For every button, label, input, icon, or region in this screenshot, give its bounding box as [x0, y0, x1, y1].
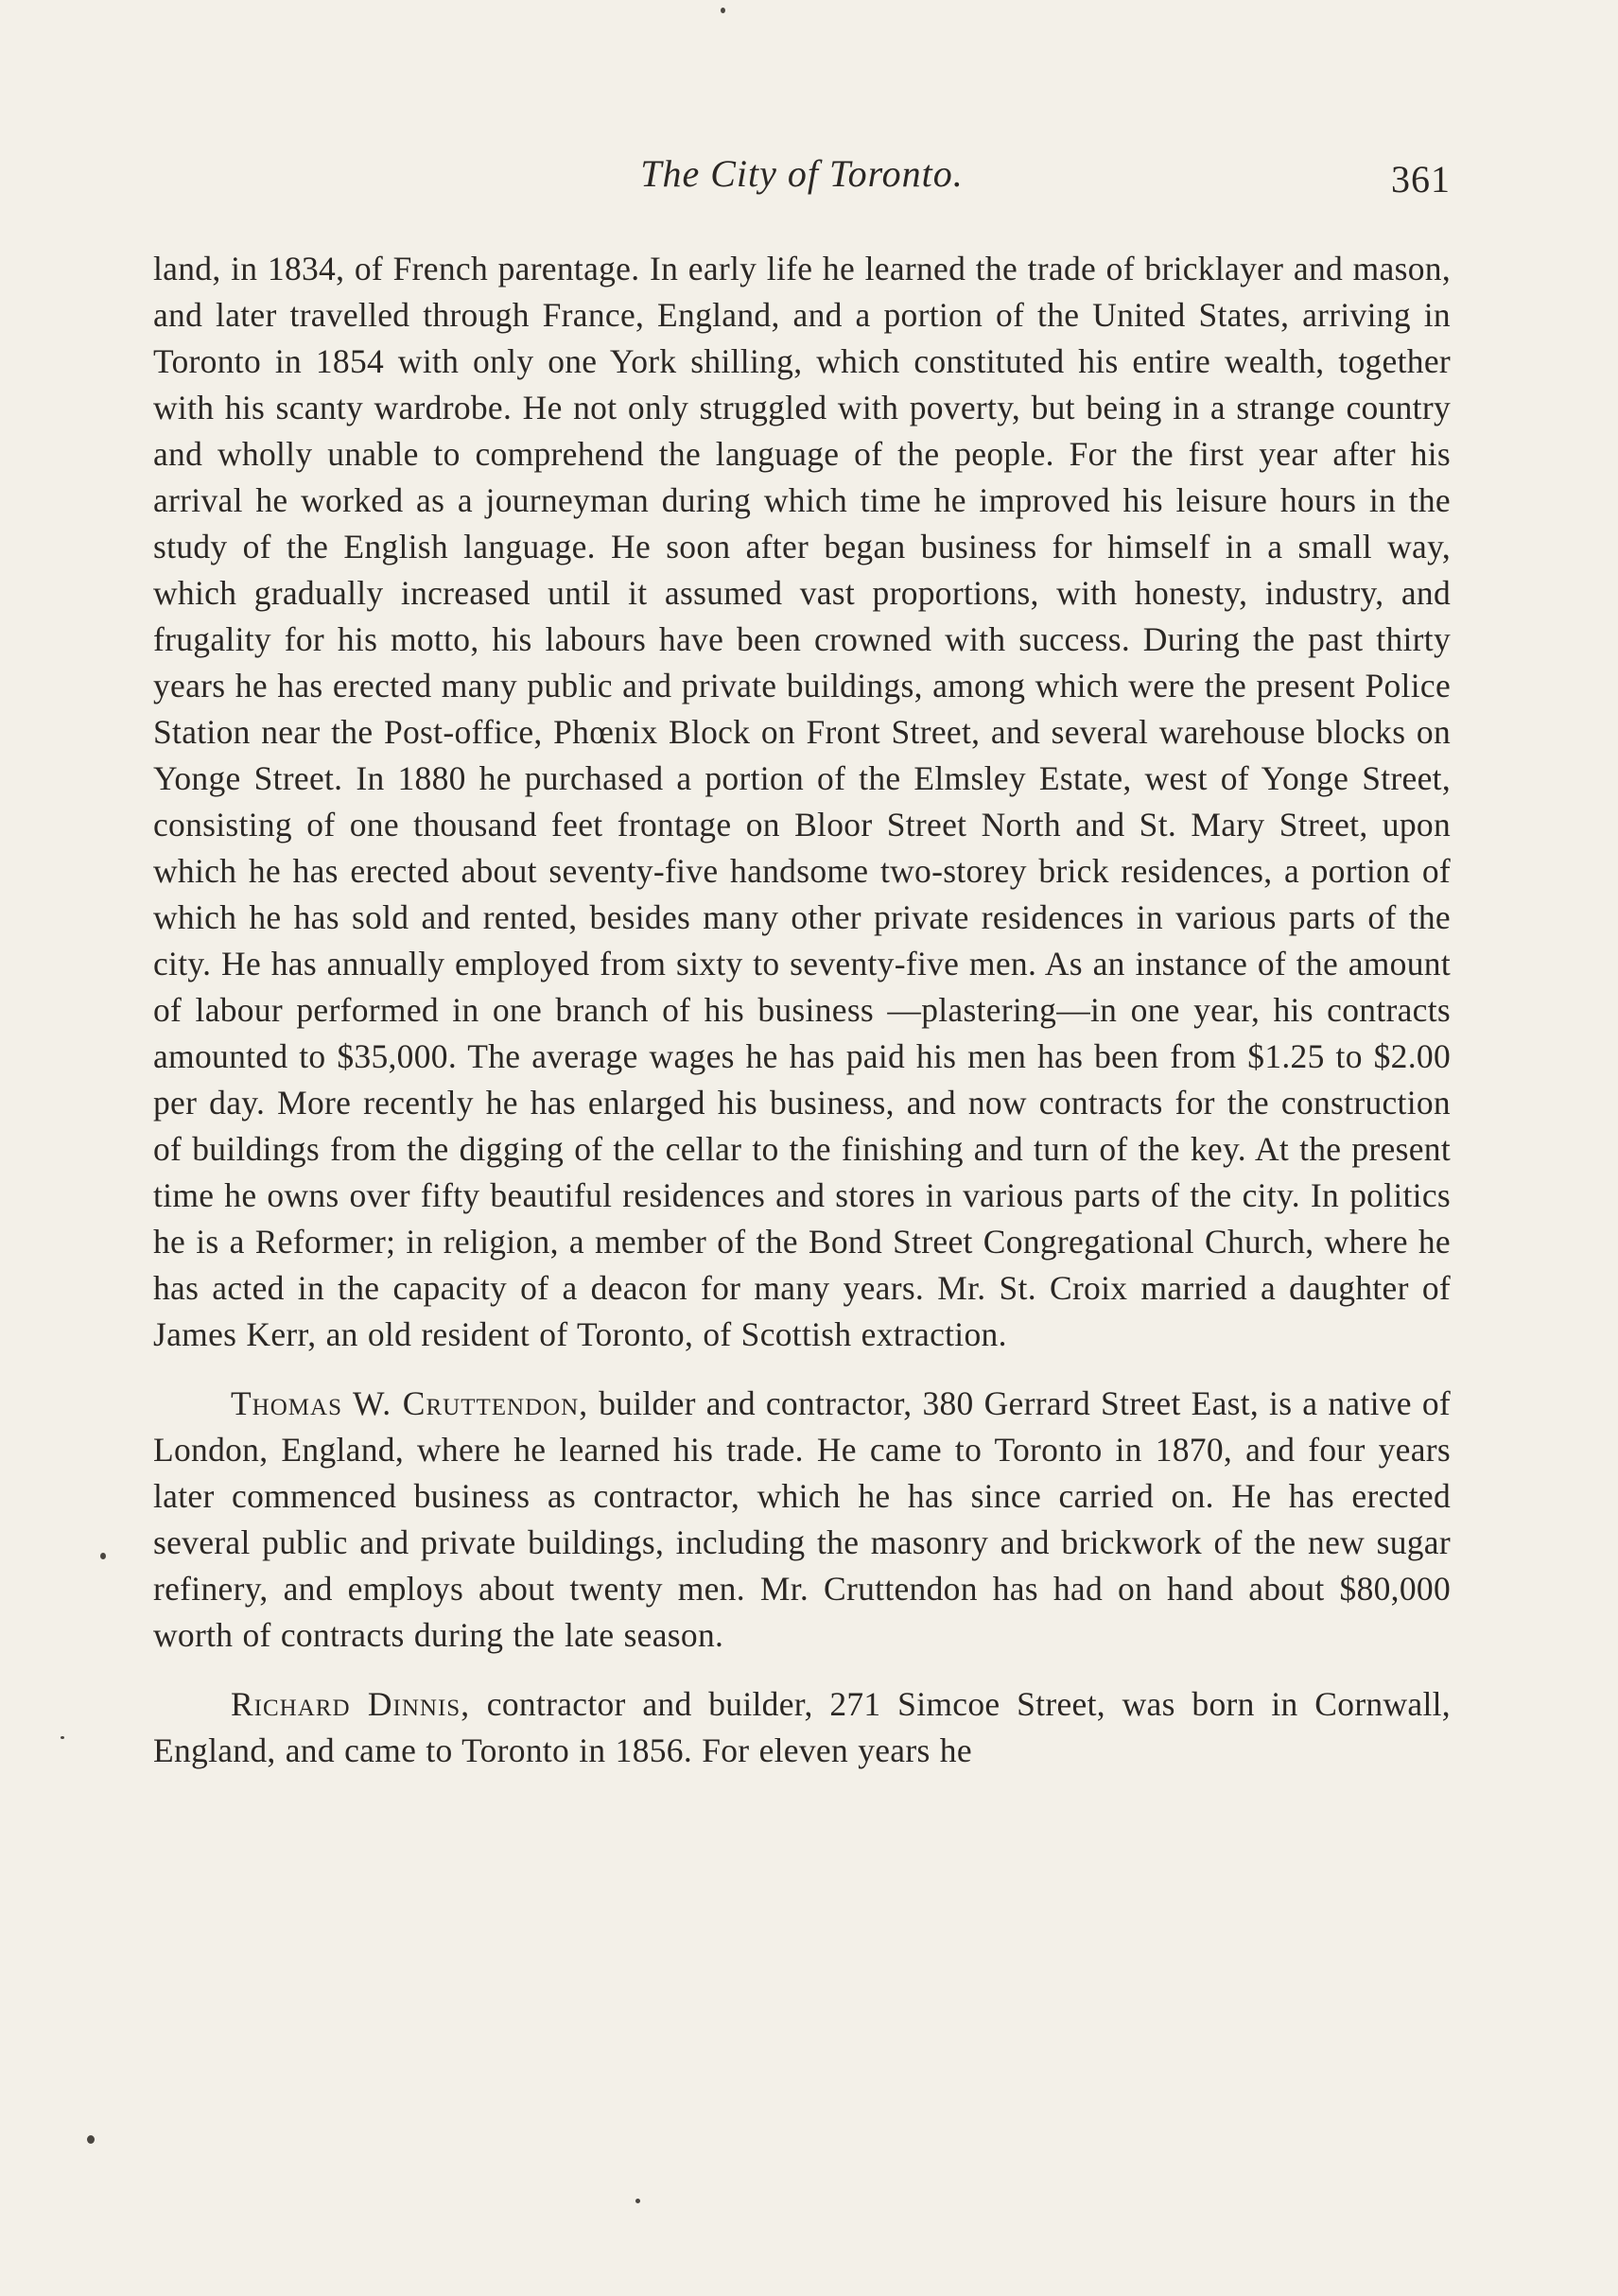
paragraph-st-croix	[153, 246, 1451, 1358]
scan-speck	[635, 2199, 640, 2203]
paragraph-dinnis	[153, 1681, 1451, 1774]
scan-speck	[100, 1553, 106, 1559]
page-header	[153, 151, 1451, 208]
person-name: Thomas W. Cruttendon,	[231, 1384, 589, 1422]
body-text	[153, 246, 1451, 1774]
scan-speck	[87, 2135, 95, 2144]
scan-speck	[721, 8, 725, 13]
page-number: 361	[1391, 158, 1451, 200]
paragraph-cruttendon	[153, 1381, 1451, 1659]
scan-speck	[61, 1736, 64, 1739]
running-title: The City of Toronto.	[640, 152, 964, 195]
paragraph-text: builder and contractor, 380 Gerrard Street East, is a native of London, England, where he learned his trade. He came to Toronto in 1870, and four years later commenced business as contractor, which he has since carried on. He has erected several public and private buildings, including the masonry and brickwork of the new sugar refinery, and employs about twenty men. Mr. Cruttendon has had on hand about $80,000 worth of contracts during the late season.	[153, 1384, 1452, 1654]
person-name: Richard Dinnis,	[231, 1685, 471, 1723]
paragraph-text: land, in 1834, of French parentage. In early life he learned the trade of bricklayer and mason, and later travelled through France, England, and a portion of the United States, arriving in Toronto in 1854 with only one York shilling, which constituted his entire wealth, together with his scanty wardrobe. He not only struggled with poverty, but being in a strange country and wholly unable to comprehend the language of the people. For the first year after his arrival he worked as a journeyman during which time he improved his leisure hours in the study of the English language. He soon after began business for himself in a small way, which gradually increased until it assumed vast proportions, with honesty, industry, and frugality for his motto, his labours have been crowned with success. During the past thirty years he has erected many public and private buildings, among which were the present Police Station near the Post-office, Phœnix Block on Front Street, and several warehouse blocks on Yonge Street. In 1880 he purchased a portion of the Elmsley Estate, west of Yonge Street, consisting of one thousand feet frontage on Bloor Street North and St. Mary Street, upon which he has erected about seventy-five handsome two-storey brick residences, a portion of which he has sold and rented, besides many other private residences in various parts of the city. He has annually employed from sixty to seventy-five men. As an instance of the amount of labour performed in one branch of his business —plastering—in one year, his contracts amounted to $35,000. The average wages he has paid his men has been from $1.25 to $2.00 per day. More recently he has enlarged his business, and now contracts for the construction of buildings from the digging of the cellar to the finishing and turn of the key. At the present time he owns over fifty beautiful residences and stores in various parts of the city. In politics he is a Reformer; in religion, a member of the Bond Street Congregational Church, where he has acted in the capacity of a deacon for many years. Mr. St. Croix married a daughter of James Kerr, an old resident of Toronto, of Scottish extraction.	[153, 250, 1451, 1353]
paragraph-text: contractor and builder, 271 Simcoe Street, was born in Cornwall, England, and came to Toronto in 1856. For eleven years he	[153, 1685, 1451, 1769]
